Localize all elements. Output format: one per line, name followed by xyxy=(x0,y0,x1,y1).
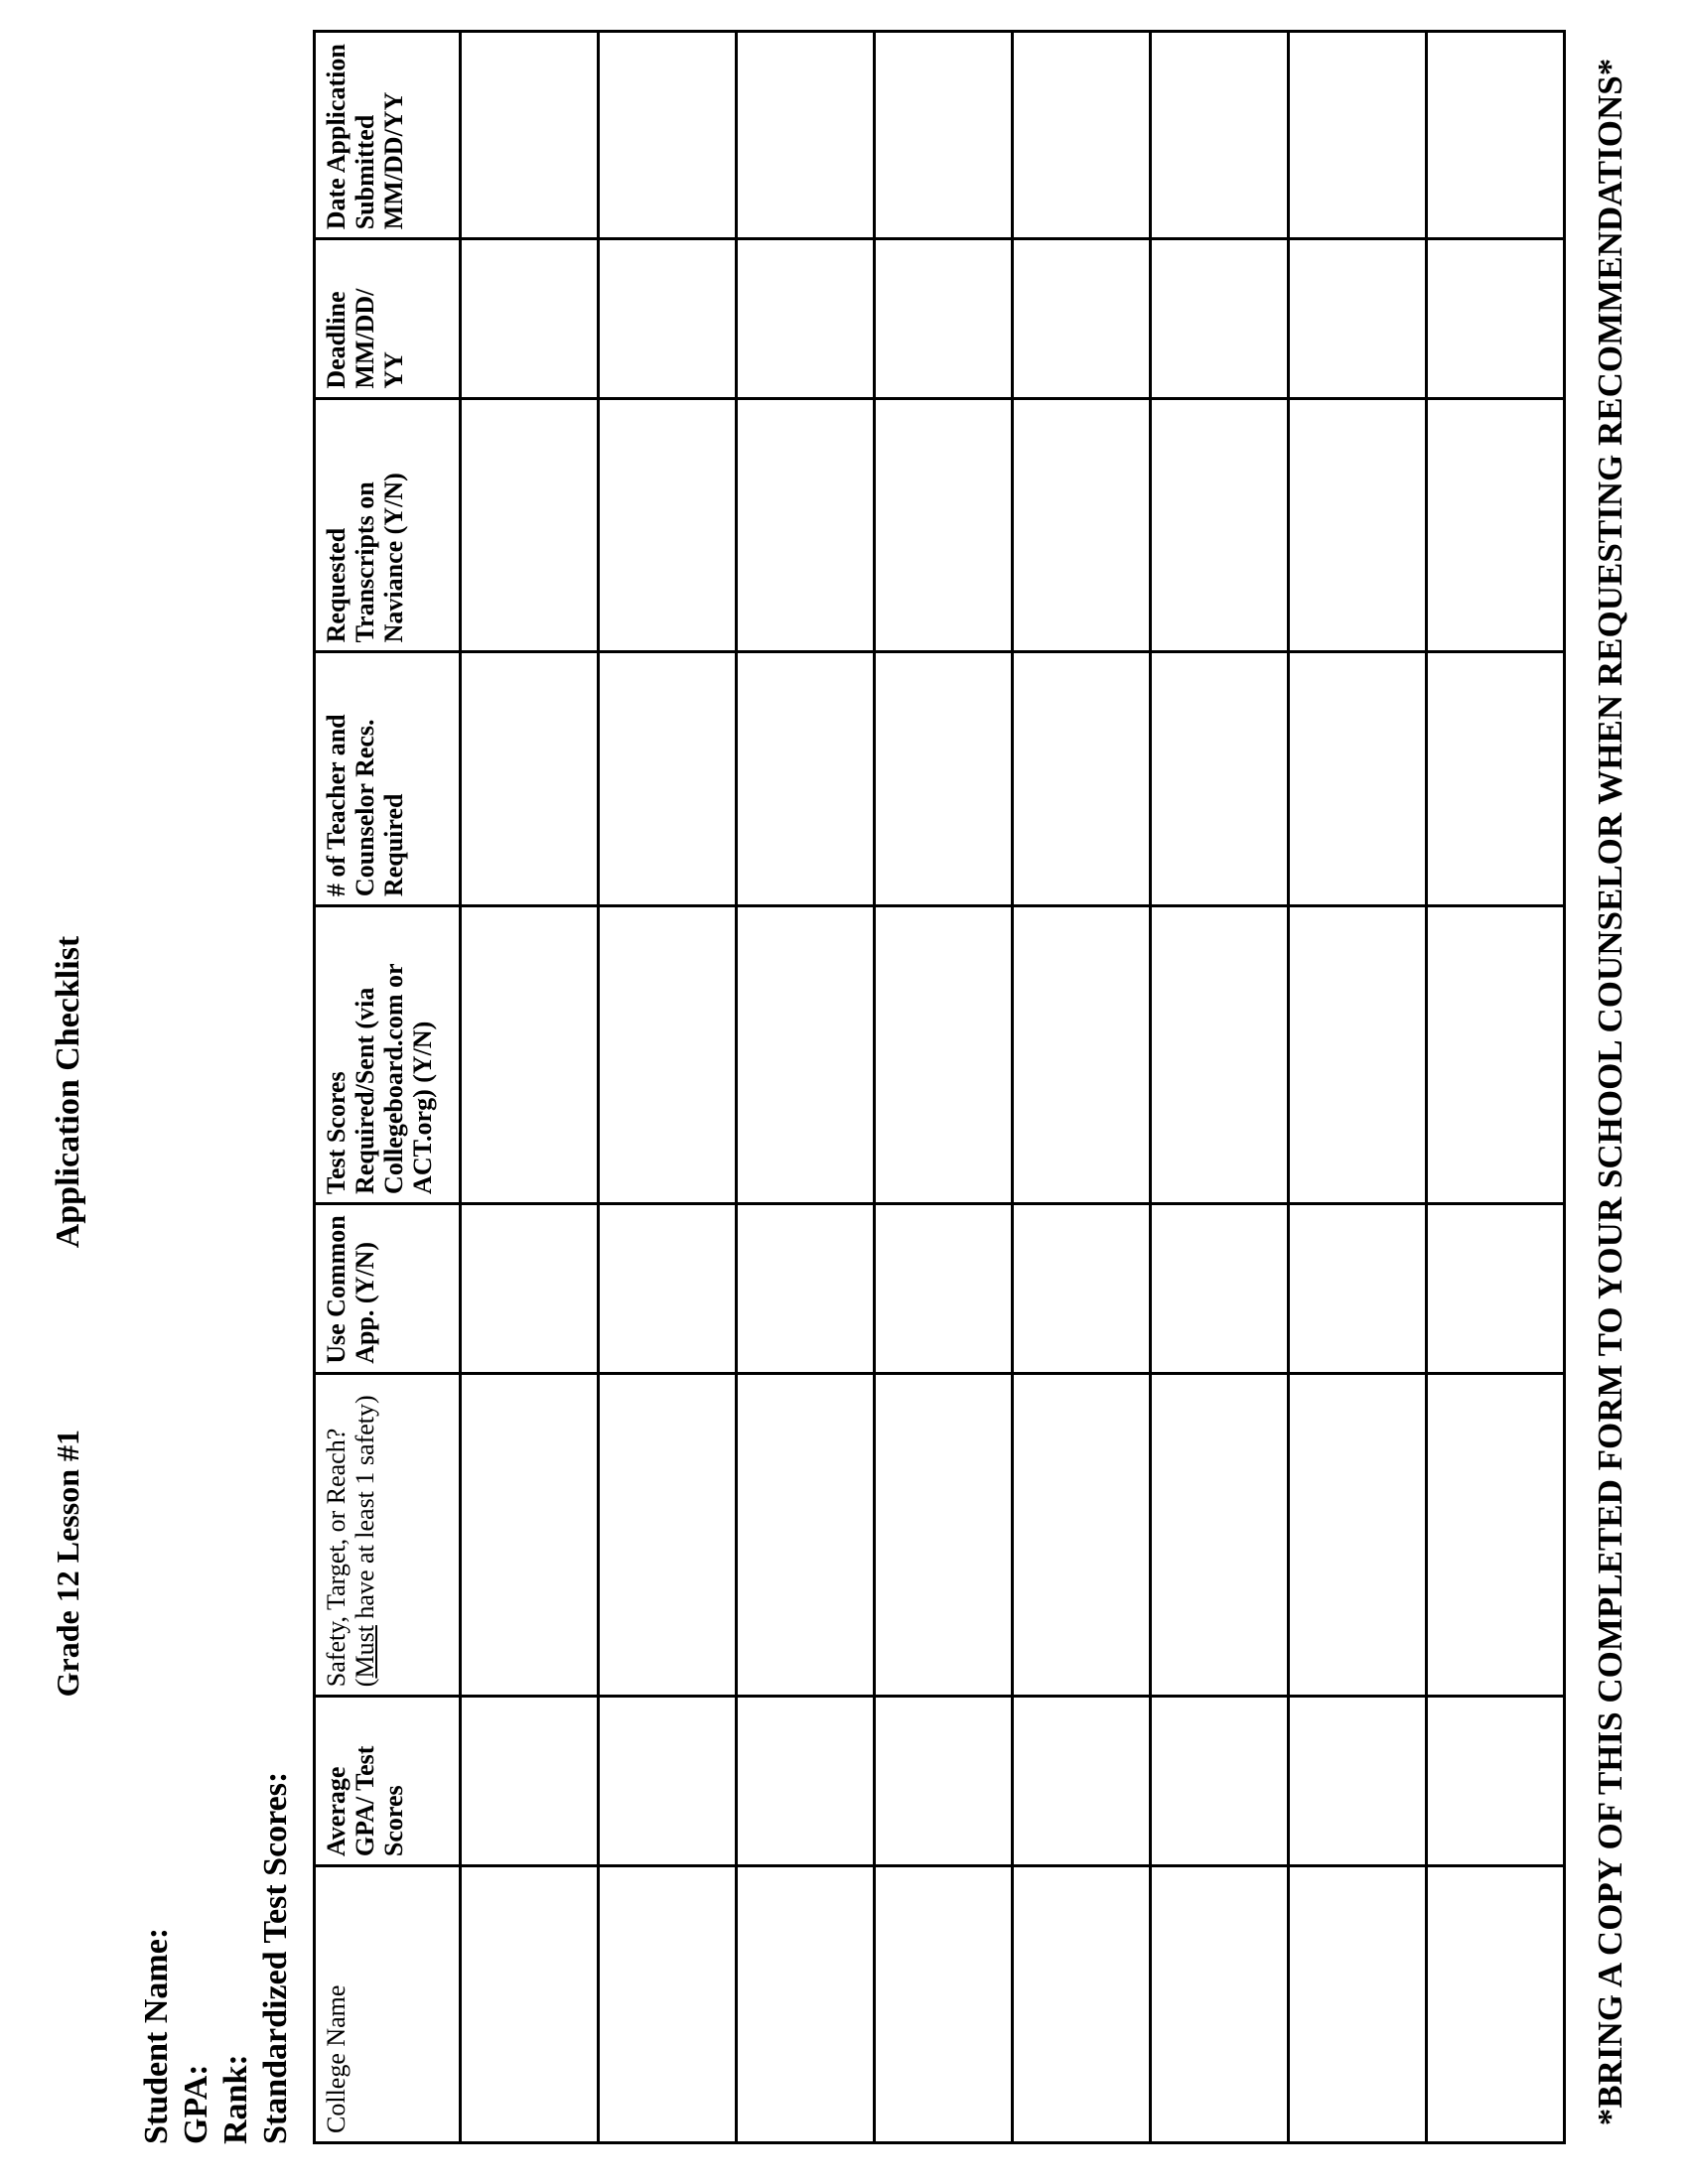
cell-date-submitted[interactable] xyxy=(599,32,737,239)
cell-deadline[interactable] xyxy=(1427,239,1565,398)
cell-test-scores-sent[interactable] xyxy=(875,906,1013,1204)
cell-date-submitted[interactable] xyxy=(1151,32,1289,239)
cell-recs-required[interactable] xyxy=(1013,652,1151,906)
cell-average-gpa[interactable] xyxy=(737,1697,875,1866)
cell-common-app[interactable] xyxy=(599,1203,737,1373)
cell-date-submitted[interactable] xyxy=(1289,32,1427,239)
cell-common-app[interactable] xyxy=(1289,1203,1427,1373)
cell-common-app[interactable] xyxy=(1151,1203,1289,1373)
cell-average-gpa[interactable] xyxy=(1151,1697,1289,1866)
lesson-label: Grade 12 Lesson #1 xyxy=(50,1430,85,1698)
table-body xyxy=(461,32,1565,2143)
cell-deadline[interactable] xyxy=(1289,239,1427,398)
cell-date-submitted[interactable] xyxy=(461,32,599,239)
footer-note: *BRING A COPY OF THIS COMPLETED FORM TO YOUR SCHOOL COUNSELOR WHEN REQUESTING RECOMMENDATIONS* xyxy=(1591,58,1629,2126)
col-header-test-scores-sent: Test Scores Required/Sent (via Collegeboard.com or ACT.org) (Y/N) xyxy=(315,906,461,1204)
cell-common-app[interactable] xyxy=(1013,1203,1151,1373)
cell-common-app[interactable] xyxy=(875,1203,1013,1373)
table-row xyxy=(875,32,1013,2143)
cell-safety-target-reach[interactable] xyxy=(875,1373,1013,1696)
rank-label: Rank: xyxy=(217,2054,254,2144)
cell-recs-required[interactable] xyxy=(1289,652,1427,906)
cell-test-scores-sent[interactable] xyxy=(1013,906,1151,1204)
cell-safety-target-reach[interactable] xyxy=(1289,1373,1427,1696)
cell-transcripts[interactable] xyxy=(1289,398,1427,652)
test-scores-label: Standardized Test Scores: xyxy=(257,1771,294,2144)
table-row xyxy=(1289,32,1427,2143)
cell-transcripts[interactable] xyxy=(737,398,875,652)
student-name-label: Student Name: xyxy=(138,1927,175,2144)
cell-recs-required[interactable] xyxy=(1427,652,1565,906)
cell-recs-required[interactable] xyxy=(875,652,1013,906)
cell-transcripts[interactable] xyxy=(1427,398,1565,652)
cell-date-submitted[interactable] xyxy=(875,32,1013,239)
cell-test-scores-sent[interactable] xyxy=(1427,906,1565,1204)
col-header-safety-target-reach xyxy=(315,1373,461,1696)
cell-test-scores-sent[interactable] xyxy=(737,906,875,1204)
cell-common-app[interactable] xyxy=(737,1203,875,1373)
col-header-safety-text-pre: Safety, Target, or Reach? ( xyxy=(322,1428,379,1688)
cell-recs-required[interactable] xyxy=(461,652,599,906)
cell-average-gpa[interactable] xyxy=(599,1697,737,1866)
cell-deadline[interactable] xyxy=(461,239,599,398)
cell-safety-target-reach[interactable] xyxy=(1427,1373,1565,1696)
cell-college-name[interactable] xyxy=(599,1866,737,2143)
cell-date-submitted[interactable] xyxy=(1013,32,1151,239)
page-title: Application Checklist xyxy=(50,935,86,1249)
cell-recs-required[interactable] xyxy=(737,652,875,906)
cell-test-scores-sent[interactable] xyxy=(461,906,599,1204)
cell-safety-target-reach[interactable] xyxy=(737,1373,875,1696)
col-header-transcripts: Requested Transcripts on Naviance (Y/N) xyxy=(315,398,461,652)
col-header-recs-required: # of Teacher and Counselor Recs. Required xyxy=(315,652,461,906)
cell-recs-required[interactable] xyxy=(1151,652,1289,906)
cell-college-name[interactable] xyxy=(737,1866,875,2143)
cell-average-gpa[interactable] xyxy=(1013,1697,1151,1866)
cell-deadline[interactable] xyxy=(599,239,737,398)
cell-date-submitted[interactable] xyxy=(737,32,875,239)
cell-safety-target-reach[interactable] xyxy=(1013,1373,1151,1696)
cell-transcripts[interactable] xyxy=(1151,398,1289,652)
header-row xyxy=(315,32,461,2143)
table-row xyxy=(1013,32,1151,2143)
cell-college-name[interactable] xyxy=(1013,1866,1151,2143)
table-row xyxy=(1427,32,1565,2143)
cell-deadline[interactable] xyxy=(875,239,1013,398)
col-header-deadline: Deadline MM/DD/ YY xyxy=(315,239,461,398)
application-checklist-table xyxy=(313,30,1566,2144)
col-header-safety-text-underlined: Must xyxy=(351,1625,379,1679)
cell-test-scores-sent[interactable] xyxy=(1151,906,1289,1204)
cell-average-gpa[interactable] xyxy=(461,1697,599,1866)
cell-transcripts[interactable] xyxy=(461,398,599,652)
col-header-date-submitted: Date Application Submitted MM/DD/YY xyxy=(315,32,461,239)
table-row xyxy=(737,32,875,2143)
col-header-college-name: College Name xyxy=(315,1866,461,2143)
gpa-label: GPA: xyxy=(178,2064,214,2144)
student-info xyxy=(137,1772,296,2144)
cell-deadline[interactable] xyxy=(1013,239,1151,398)
cell-college-name[interactable] xyxy=(1427,1866,1565,2143)
cell-college-name[interactable] xyxy=(461,1866,599,2143)
cell-test-scores-sent[interactable] xyxy=(1289,906,1427,1204)
cell-test-scores-sent[interactable] xyxy=(599,906,737,1204)
cell-safety-target-reach[interactable] xyxy=(599,1373,737,1696)
col-header-safety-text-post: have at least 1 safety) xyxy=(351,1395,379,1626)
cell-deadline[interactable] xyxy=(1151,239,1289,398)
col-header-common-app: Use Common App. (Y/N) xyxy=(315,1203,461,1373)
cell-average-gpa[interactable] xyxy=(1427,1697,1565,1866)
cell-college-name[interactable] xyxy=(1151,1866,1289,2143)
cell-recs-required[interactable] xyxy=(599,652,737,906)
cell-college-name[interactable] xyxy=(1289,1866,1427,2143)
col-header-average-gpa: Average GPA/ Test Scores xyxy=(315,1697,461,1866)
cell-average-gpa[interactable] xyxy=(875,1697,1013,1866)
cell-transcripts[interactable] xyxy=(875,398,1013,652)
cell-transcripts[interactable] xyxy=(1013,398,1151,652)
cell-deadline[interactable] xyxy=(737,239,875,398)
cell-transcripts[interactable] xyxy=(599,398,737,652)
table-row xyxy=(599,32,737,2143)
cell-common-app[interactable] xyxy=(461,1203,599,1373)
cell-safety-target-reach[interactable] xyxy=(1151,1373,1289,1696)
table-row xyxy=(1151,32,1289,2143)
cell-common-app[interactable] xyxy=(1427,1203,1565,1373)
table-row xyxy=(461,32,599,2143)
cell-safety-target-reach[interactable] xyxy=(461,1373,599,1696)
cell-average-gpa[interactable] xyxy=(1289,1697,1427,1866)
cell-date-submitted[interactable] xyxy=(1427,32,1565,239)
cell-college-name[interactable] xyxy=(875,1866,1013,2143)
